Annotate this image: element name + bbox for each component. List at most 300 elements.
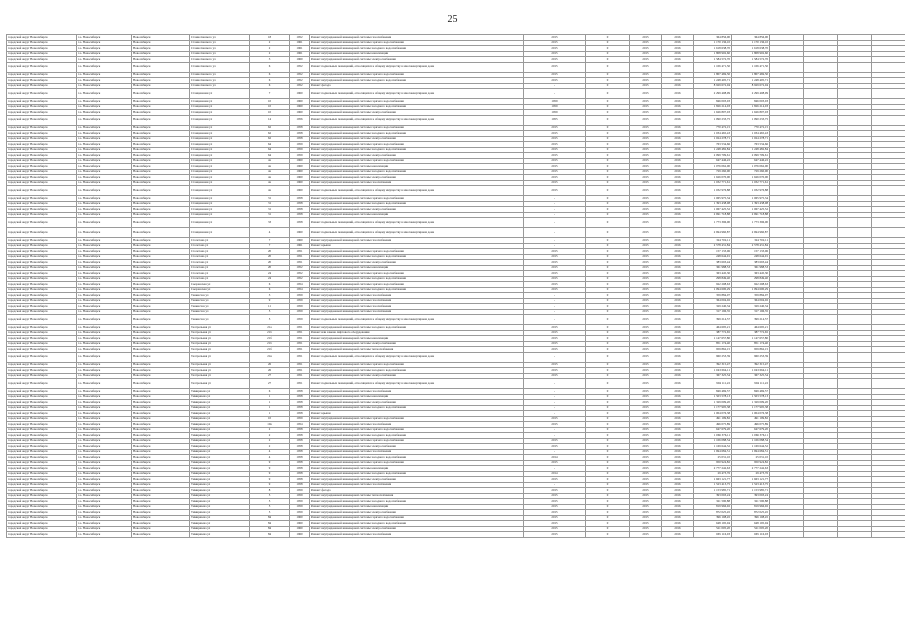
start-year-cell: 2015: [630, 433, 662, 439]
settlement-cell: Новосибирск: [132, 72, 190, 78]
count-cell: 0: [586, 405, 630, 411]
total-cell: 2 578 431,84: [732, 243, 770, 249]
end-year-cell: 2016: [662, 499, 694, 505]
city-cell: г.о. Новосибирск: [77, 153, 132, 159]
cost-cell: 393 093,24: [694, 493, 732, 499]
settlement-cell: Новосибирск: [132, 373, 190, 379]
street-cell: Тимирязева ул: [190, 422, 250, 428]
table-row: [7, 532, 905, 538]
empty-cell: [770, 62, 804, 72]
city-cell: г.о. Новосибирск: [77, 315, 132, 325]
page-number: 25: [447, 14, 458, 25]
city-cell: г.о. Новосибирск: [77, 325, 132, 331]
year-cell: 1960: [290, 104, 310, 110]
settlement-cell: Новосибирск: [132, 35, 190, 41]
settlement-cell: Новосибирск: [132, 51, 190, 57]
table-row: [7, 218, 905, 228]
work-type-cell: Ремонт подвальных помещений, относящихся к общему имуществу в многоквартирном доме: [310, 228, 524, 238]
settlement-cell: Новосибирск: [132, 89, 190, 99]
built-year-cell: 1959: [524, 104, 586, 110]
city-cell: г.о. Новосибирск: [77, 218, 132, 228]
cost-cell: 1 170 136,10: [694, 40, 732, 46]
count-cell: 0: [586, 265, 630, 271]
city-cell: г.о. Новосибирск: [77, 254, 132, 260]
city-cell: г.о. Новосибирск: [77, 336, 132, 342]
end-year-cell: 2016: [662, 164, 694, 170]
built-year-cell: 2015: [524, 57, 586, 63]
end-year-cell: 2016: [662, 110, 694, 116]
start-year-cell: 2015: [630, 309, 662, 315]
total-cell: 763 534,66: [732, 142, 770, 148]
street-cell: Станционная ул: [190, 207, 250, 213]
total-cell: 1 032 771,61: [732, 180, 770, 186]
year-cell: 1958: [290, 460, 310, 466]
street-cell: Театральная ул: [190, 330, 250, 336]
year-cell: 1958: [290, 449, 310, 455]
start-year-cell: 2015: [630, 180, 662, 186]
district-cell: городской округ Новосибирск: [7, 40, 77, 46]
total-cell: 1 773 396,00: [732, 218, 770, 228]
end-year-cell: 2016: [662, 416, 694, 422]
table-row: [7, 315, 905, 325]
year-cell: 1958: [290, 466, 310, 472]
built-year-cell: 2015: [524, 46, 586, 52]
house-cell: 24: [250, 271, 290, 277]
end-year-cell: 2016: [662, 180, 694, 186]
start-year-cell: 2015: [630, 526, 662, 532]
start-year-cell: 2015: [630, 212, 662, 218]
start-year-cell: 2015: [630, 260, 662, 266]
built-year-cell: 2015: [524, 260, 586, 266]
work-type-cell: Ремонт внутридомовой инженерной системы газоснабжения: [310, 389, 524, 395]
cost-cell: 1 393 438,98: [694, 201, 732, 207]
street-cell: Танкистов ул: [190, 315, 250, 325]
table-row: [7, 186, 905, 196]
street-cell: Тимирязева ул: [190, 526, 250, 532]
year-cell: 1959: [290, 304, 310, 310]
total-cell: 399 214,57: [732, 315, 770, 325]
street-cell: Станционная ул: [190, 125, 250, 131]
street-cell: Станционная ул: [190, 164, 250, 170]
settlement-cell: Новосибирск: [132, 186, 190, 196]
settlement-cell: Новосибирск: [132, 125, 190, 131]
settlement-cell: Новосибирск: [132, 521, 190, 527]
end-year-cell: 2016: [662, 175, 694, 181]
year-cell: 1960: [290, 57, 310, 63]
end-year-cell: 2016: [662, 271, 694, 277]
year-cell: 1951: [290, 254, 310, 260]
start-year-cell: 2015: [630, 427, 662, 433]
count-cell: 0: [586, 471, 630, 477]
district-cell: городской округ Новосибирск: [7, 438, 77, 444]
district-cell: городской округ Новосибирск: [7, 532, 77, 538]
start-year-cell: 2015: [630, 373, 662, 379]
start-year-cell: 2015: [630, 394, 662, 400]
cost-cell: 1 024 278,71: [694, 136, 732, 142]
empty-cell: [872, 62, 905, 72]
count-cell: 0: [586, 400, 630, 406]
cost-cell: 922 208,63: [694, 282, 732, 288]
work-type-cell: Ремонт внутридомовой инженерной системы горячего водоснабжения: [310, 99, 524, 105]
house-cell: 4: [250, 228, 290, 238]
settlement-cell: Новосибирск: [132, 411, 190, 417]
year-cell: 1952: [290, 276, 310, 282]
built-year-cell: 2015: [524, 532, 586, 538]
end-year-cell: 2016: [662, 207, 694, 213]
cost-cell: 1 503 578,13: [694, 394, 732, 400]
year-cell: 1951: [290, 249, 310, 255]
end-year-cell: 2016: [662, 477, 694, 483]
house-cell: 4: [250, 449, 290, 455]
end-year-cell: 2016: [662, 136, 694, 142]
work-type-cell: Ремонт внутридомовой инженерной системы электроснабжения: [310, 526, 524, 532]
start-year-cell: 2015: [630, 142, 662, 148]
cost-cell: 8 929 672,04: [694, 83, 732, 89]
total-cell: 363 445,30: [732, 271, 770, 277]
work-type-cell: Ремонт внутридомовой инженерной системы газоснабжения: [310, 482, 524, 488]
start-year-cell: 2015: [630, 493, 662, 499]
end-year-cell: 2016: [662, 422, 694, 428]
district-cell: городской округ Новосибирск: [7, 238, 77, 244]
count-cell: 0: [586, 488, 630, 494]
count-cell: 0: [586, 180, 630, 186]
city-cell: г.о. Новосибирск: [77, 379, 132, 389]
settlement-cell: Новосибирск: [132, 115, 190, 125]
count-cell: 0: [586, 35, 630, 41]
built-year-cell: 2015: [524, 265, 586, 271]
year-cell: 1951: [290, 336, 310, 342]
year-cell: 1951: [290, 325, 310, 331]
house-cell: 9: [250, 460, 290, 466]
city-cell: г.о. Новосибирск: [77, 515, 132, 521]
start-year-cell: 2015: [630, 62, 662, 72]
end-year-cell: 2016: [662, 347, 694, 353]
cost-cell: 1 177 905,38: [694, 405, 732, 411]
start-year-cell: 2015: [630, 341, 662, 347]
count-cell: 0: [586, 83, 630, 89]
street-cell: Станционная ул: [190, 136, 250, 142]
end-year-cell: 2016: [662, 186, 694, 196]
empty-cell: [804, 62, 838, 72]
start-year-cell: 2015: [630, 336, 662, 342]
city-cell: г.о. Новосибирск: [77, 477, 132, 483]
year-cell: 1960: [290, 238, 310, 244]
district-cell: городской округ Новосибирск: [7, 389, 77, 395]
total-cell: 904 111,22: [732, 379, 770, 389]
year-cell: 1952: [290, 265, 310, 271]
year-cell: 1952: [290, 271, 310, 277]
house-cell: 1: [250, 394, 290, 400]
settlement-cell: Новосибирск: [132, 499, 190, 505]
count-cell: 0: [586, 136, 630, 142]
total-cell: 1 066 376,11: [732, 433, 770, 439]
settlement-cell: Новосибирск: [132, 368, 190, 374]
settlement-cell: Новосибирск: [132, 78, 190, 84]
district-cell: городской округ Новосибирск: [7, 99, 77, 105]
count-cell: 0: [586, 304, 630, 310]
year-cell: 1960: [290, 175, 310, 181]
cost-cell: 1 032 771,61: [694, 180, 732, 186]
start-year-cell: 2015: [630, 362, 662, 368]
settlement-cell: Новосибирск: [132, 99, 190, 105]
year-cell: 1951: [290, 341, 310, 347]
count-cell: 0: [586, 115, 630, 125]
district-cell: городской округ Новосибирск: [7, 499, 77, 505]
built-year-cell: 2015: [524, 526, 586, 532]
end-year-cell: 2016: [662, 373, 694, 379]
empty-cell: [838, 228, 872, 238]
built-year-cell: 2015: [524, 249, 586, 255]
house-cell: 21в: [250, 352, 290, 362]
city-cell: г.о. Новосибирск: [77, 207, 132, 213]
settlement-cell: Новосибирск: [132, 493, 190, 499]
settlement-cell: Новосибирск: [132, 510, 190, 516]
district-cell: городской округ Новосибирск: [7, 243, 77, 249]
end-year-cell: 2016: [662, 521, 694, 527]
house-cell: 1: [250, 405, 290, 411]
cost-cell: 665 116,03: [694, 532, 732, 538]
district-cell: городской округ Новосибирск: [7, 394, 77, 400]
district-cell: городской округ Новосибирск: [7, 46, 77, 52]
settlement-cell: Новосибирск: [132, 207, 190, 213]
street-cell: Станционная ул: [190, 115, 250, 125]
end-year-cell: 2016: [662, 341, 694, 347]
built-year-cell: -: [524, 352, 586, 362]
house-cell: 6: [250, 78, 290, 84]
street-cell: Театральная ул: [190, 347, 250, 353]
settlement-cell: Новосибирск: [132, 254, 190, 260]
street-cell: Тимирязева ул: [190, 449, 250, 455]
settlement-cell: Новосибирск: [132, 142, 190, 148]
start-year-cell: 2015: [630, 325, 662, 331]
work-type-cell: Ремонт внутридомовой инженерной системы теплоснабжения: [310, 347, 524, 353]
built-year-cell: 2014: [524, 471, 586, 477]
street-cell: Театральная ул: [190, 368, 250, 374]
total-cell: 321 590,88: [732, 499, 770, 505]
work-type-cell: Ремонт внутридомовой инженерной системы холодного водоснабжения: [310, 455, 524, 461]
work-type-cell: Ремонт внутридомовой инженерной системы электроснабжения: [310, 477, 524, 483]
work-type-cell: Ремонт фасада: [310, 83, 524, 89]
total-cell: 157 133,06: [732, 249, 770, 255]
start-year-cell: 2015: [630, 89, 662, 99]
work-type-cell: Ремонт внутридомовой инженерной системы горячего водоснабжения: [310, 438, 524, 444]
city-cell: г.о. Новосибирск: [77, 136, 132, 142]
city-cell: г.о. Новосибирск: [77, 282, 132, 288]
start-year-cell: 2015: [630, 169, 662, 175]
district-cell: городской округ Новосибирск: [7, 131, 77, 137]
cost-cell: 1 106 088,54: [694, 438, 732, 444]
street-cell: Станиславского ул: [190, 72, 250, 78]
total-cell: 1 808 902,60: [732, 51, 770, 57]
built-year-cell: 2015: [524, 72, 586, 78]
house-cell: 4а: [250, 175, 290, 181]
count-cell: 0: [586, 341, 630, 347]
start-year-cell: 2015: [630, 249, 662, 255]
city-cell: г.о. Новосибирск: [77, 368, 132, 374]
district-cell: городской округ Новосибирск: [7, 315, 77, 325]
year-cell: 1952: [290, 78, 310, 84]
year-cell: 1958: [290, 218, 310, 228]
work-type-cell: Ремонт внутридомовой инженерной системы горячего водоснабжения: [310, 40, 524, 46]
settlement-cell: Новосибирск: [132, 147, 190, 153]
cost-cell: 1 694 684,51: [694, 449, 732, 455]
count-cell: 0: [586, 57, 630, 63]
count-cell: 0: [586, 276, 630, 282]
total-cell: 647 679,20: [732, 427, 770, 433]
built-year-cell: -: [524, 433, 586, 439]
work-type-cell: Ремонт подвальных помещений, относящихся к общему имуществу в многоквартирном доме: [310, 89, 524, 99]
start-year-cell: 2015: [630, 46, 662, 52]
city-cell: г.о. Новосибирск: [77, 35, 132, 41]
cost-cell: 1 584 572,70: [694, 57, 732, 63]
street-cell: Тимирязева ул: [190, 477, 250, 483]
count-cell: 0: [586, 228, 630, 238]
city-cell: г.о. Новосибирск: [77, 438, 132, 444]
start-year-cell: 2015: [630, 504, 662, 510]
district-cell: городской округ Новосибирск: [7, 282, 77, 288]
cost-cell: 1 094 600,29: [694, 287, 732, 293]
city-cell: г.о. Новосибирск: [77, 433, 132, 439]
settlement-cell: Новосибирск: [132, 444, 190, 450]
built-year-cell: -: [524, 243, 586, 249]
cost-cell: 2 578 431,84: [694, 243, 732, 249]
end-year-cell: 2016: [662, 460, 694, 466]
table-row: [7, 89, 905, 99]
work-type-cell: Ремонт внутридомовой инженерной системы электроснабжения: [310, 175, 524, 181]
house-cell: 20: [250, 254, 290, 260]
street-cell: Столетова ул: [190, 243, 250, 249]
end-year-cell: 2016: [662, 293, 694, 299]
street-cell: Танкистов ул: [190, 293, 250, 299]
settlement-cell: Новосибирск: [132, 477, 190, 483]
total-cell: 364 856,00: [732, 35, 770, 41]
city-cell: г.о. Новосибирск: [77, 51, 132, 57]
cost-cell: 317 196,35: [694, 309, 732, 315]
cost-cell: 364 856,00: [694, 35, 732, 41]
work-type-cell: Ремонт внутридомовой инженерной системы канализации: [310, 504, 524, 510]
cost-cell: 399 214,57: [694, 315, 732, 325]
work-type-cell: Ремонт внутридомовой инженерной системы газоснабжения: [310, 293, 524, 299]
city-cell: г.о. Новосибирск: [77, 228, 132, 238]
built-year-cell: 2015: [524, 254, 586, 260]
district-cell: городской округ Новосибирск: [7, 352, 77, 362]
count-cell: 0: [586, 422, 630, 428]
year-cell: 1951: [290, 368, 310, 374]
end-year-cell: 2016: [662, 89, 694, 99]
total-cell: 367 325,54: [732, 373, 770, 379]
count-cell: 0: [586, 72, 630, 78]
start-year-cell: 2015: [630, 104, 662, 110]
start-year-cell: 2015: [630, 276, 662, 282]
house-cell: 31: [250, 201, 290, 207]
built-year-cell: 2015: [524, 276, 586, 282]
total-cell: 387 772,65: [732, 330, 770, 336]
district-cell: городской округ Новосибирск: [7, 254, 77, 260]
count-cell: 0: [586, 416, 630, 422]
built-year-cell: 2015: [524, 444, 586, 450]
city-cell: г.о. Новосибирск: [77, 416, 132, 422]
year-cell: 1951: [290, 260, 310, 266]
street-cell: Станиславского ул: [190, 83, 250, 89]
city-cell: г.о. Новосибирск: [77, 212, 132, 218]
built-year-cell: 2015: [524, 78, 586, 84]
built-year-cell: 1959: [524, 99, 586, 105]
count-cell: 0: [586, 309, 630, 315]
cost-cell: 904 111,22: [694, 379, 732, 389]
street-cell: Станционная ул: [190, 175, 250, 181]
work-type-cell: Ремонт внутридомовой инженерной системы горячего водоснабжения: [310, 249, 524, 255]
end-year-cell: 2016: [662, 260, 694, 266]
house-cell: 2: [250, 433, 290, 439]
house-cell: 2: [250, 46, 290, 52]
table-body: [7, 35, 905, 538]
district-cell: городской округ Новосибирск: [7, 455, 77, 461]
cost-cell: 364 004,02: [694, 298, 732, 304]
end-year-cell: 2016: [662, 400, 694, 406]
district-cell: городской округ Новосибирск: [7, 521, 77, 527]
work-type-cell: Ремонт подвальных помещений, относящихся к общему имуществу в многоквартирном доме: [310, 115, 524, 125]
start-year-cell: 2015: [630, 147, 662, 153]
empty-cell: [804, 352, 838, 362]
work-type-cell: Ремонт внутридомовой инженерной системы холодного водоснабжения: [310, 405, 524, 411]
street-cell: Столетова ул: [190, 254, 250, 260]
settlement-cell: Новосибирск: [132, 153, 190, 159]
total-cell: 1 626 070,00: [732, 175, 770, 181]
count-cell: 0: [586, 526, 630, 532]
empty-cell: [770, 115, 804, 125]
house-cell: 9: [250, 466, 290, 472]
built-year-cell: -: [524, 228, 586, 238]
city-cell: г.о. Новосибирск: [77, 493, 132, 499]
count-cell: 0: [586, 293, 630, 299]
district-cell: городской округ Новосибирск: [7, 330, 77, 336]
year-cell: 1958: [290, 477, 310, 483]
street-cell: Станционная ул: [190, 104, 250, 110]
settlement-cell: Новосибирск: [132, 238, 190, 244]
built-year-cell: -: [524, 449, 586, 455]
work-type-cell: Ремонт внутридомовой инженерной системы газоснабжения: [310, 238, 524, 244]
start-year-cell: 2015: [630, 110, 662, 116]
empty-cell: [838, 315, 872, 325]
settlement-cell: Новосибирск: [132, 175, 190, 181]
start-year-cell: 2015: [630, 83, 662, 89]
district-cell: городской округ Новосибирск: [7, 169, 77, 175]
end-year-cell: 2016: [662, 455, 694, 461]
house-cell: 64: [250, 153, 290, 159]
city-cell: г.о. Новосибирск: [77, 201, 132, 207]
capital-repair-table: [6, 34, 899, 538]
work-type-cell: Ремонт подвальных помещений, относящихся к общему имуществу в многоквартирном доме: [310, 352, 524, 362]
settlement-cell: Новосибирск: [132, 438, 190, 444]
start-year-cell: 2015: [630, 72, 662, 78]
total-cell: 922 208,63: [732, 282, 770, 288]
work-type-cell: Ремонт внутридомовой инженерной системы холодного водоснабжения: [310, 201, 524, 207]
city-cell: г.о. Новосибирск: [77, 186, 132, 196]
empty-cell: [804, 315, 838, 325]
settlement-cell: Новосибирск: [132, 201, 190, 207]
total-cell: 1 584 572,70: [732, 57, 770, 63]
city-cell: г.о. Новосибирск: [77, 62, 132, 72]
end-year-cell: 2016: [662, 142, 694, 148]
count-cell: 0: [586, 379, 630, 389]
count-cell: 0: [586, 260, 630, 266]
empty-cell: [804, 379, 838, 389]
year-cell: 1959: [290, 142, 310, 148]
start-year-cell: 2015: [630, 304, 662, 310]
district-cell: городской округ Новосибирск: [7, 51, 77, 57]
district-cell: городской округ Новосибирск: [7, 260, 77, 266]
house-cell: 4а: [250, 169, 290, 175]
